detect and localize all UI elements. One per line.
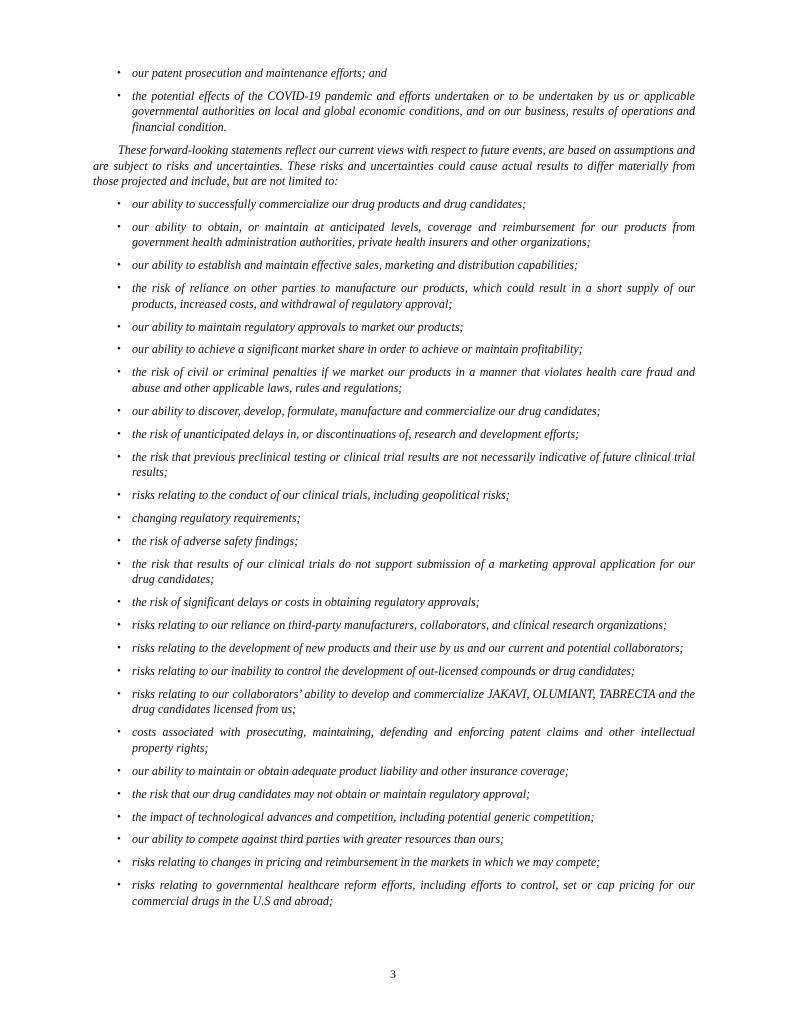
list-item [93,557,695,588]
list-item-text: our ability to compete against third parties with greater resources than ours; [132,832,505,847]
list-item [93,220,695,251]
list-item [93,810,695,826]
list-item [93,641,695,657]
bullet-icon: • [117,787,121,800]
list-item [93,832,695,848]
list-item-text: the risk of unanticipated delays in, or discontinuations of, research and development efforts; [132,426,580,441]
list-item [93,320,695,336]
bullet-icon: • [117,89,121,102]
bullet-icon: • [117,404,121,417]
list-item-text: the risk of reliance on other parties to manufacture our products, which could result in a short supply of our products, increased costs, and withdrawal of regulatory approval; [132,281,695,311]
intro-bullet-list [93,66,695,136]
list-item [93,281,695,312]
bullet-icon: • [117,220,121,233]
list-item-text: the risk of civil or criminal penalties if we market our products in a manner that violates health care fraud and abuse and other applicable laws, rules and regulations; [132,365,695,395]
list-item-text: the risk of adverse safety findings; [132,533,299,548]
bullet-icon: • [117,343,121,356]
bullet-icon: • [117,450,121,463]
bullet-icon: • [117,619,121,632]
bullet-icon: • [117,67,121,79]
bullet-icon: • [117,197,121,210]
list-item-text: the potential effects of the COVID-19 pandemic and efforts undertaken or to be undertaken by us or applicable governmental authorities on local and global economic conditions, and on our business, results of operations and financial condition. [132,88,695,135]
bullet-icon: • [117,641,121,654]
list-item-text: risks relating to the development of new products and their use by us and our current and potential collaborators; [132,640,684,655]
bullet-icon: • [117,726,121,739]
list-item [93,342,695,358]
list-item [93,450,695,481]
list-item-text: the risk that previous preclinical testing or clinical trial results are not necessarily indicative of future clinical trial results; [132,449,695,480]
list-item [93,725,695,756]
risk-bullet-list [93,197,695,910]
list-item [93,595,695,611]
list-item [93,404,695,420]
list-item-text: our ability to obtain, or maintain at anticipated levels, coverage and reimbursement for our products from government health administration authorities, private health insurers and other organizations; [132,219,695,250]
list-item-text: risks relating to governmental healthcare reform efforts, including efforts to control, set or cap pricing for our commercial drugs in the U.S and abroad; [132,878,695,908]
list-item [93,878,695,909]
forward-looking-paragraph: These forward-looking statements reflect our current views with respect to future events, are based on assumptions and are subject to risks and uncertainties. These risks and uncertainties could cause actual results to differ materially from those projected and include, but are not limited to: [93,142,695,189]
list-item-text: our ability to successfully commercialize our drug products and drug candidates; [132,196,527,211]
bullet-icon: • [117,856,121,869]
bullet-icon: • [117,489,121,502]
bullet-icon: • [117,534,121,547]
bullet-icon: • [117,366,121,379]
list-item [93,89,695,136]
list-item-text: costs associated with prosecuting, maintaining, defending and enforcing patent claims and other intellectual property rights; [132,725,695,755]
list-item [93,66,695,82]
list-item-text: the risk that our drug candidates may not obtain or maintain regulatory approval; [132,786,531,801]
bullet-icon: • [117,687,121,700]
bullet-icon: • [117,511,121,524]
list-item-text: risks relating to the conduct of our clinical trials, including geopolitical risks; [132,488,510,503]
list-item [93,534,695,550]
list-item-text: risks relating to changes in pricing and reimbursement in the markets in which we may compete; [132,855,601,870]
page-number: 3 [390,967,396,981]
list-item-text: our ability to discover, develop, formulate, manufacture and commercialize our drug candidates; [132,403,601,418]
list-item [93,618,695,634]
bullet-icon: • [117,810,121,823]
bullet-icon: • [117,557,121,570]
list-item-text: our ability to achieve a significant market share in order to achieve or maintain profitability; [132,342,583,357]
list-item [93,511,695,527]
list-item [93,764,695,780]
list-item [93,855,695,871]
list-item [93,687,695,718]
bullet-icon: • [117,596,121,609]
list-item-text: our ability to maintain or obtain adequate product liability and other insurance coverage; [132,763,569,778]
list-item-text: our ability to maintain regulatory approvals to market our products; [132,319,464,334]
bullet-icon: • [117,879,121,892]
list-item [93,787,695,803]
list-item-text: changing regulatory requirements; [132,510,301,525]
bullet-icon: • [117,664,121,677]
list-item-text: the impact of technological advances and competition, including potential generic competition; [132,809,595,824]
bullet-icon: • [117,427,121,440]
bullet-icon: • [117,764,121,777]
bullet-icon: • [117,833,121,846]
list-item [93,365,695,396]
bullet-icon: • [117,282,121,295]
list-item-text: risks relating to our collaborators’ ability to develop and commercialize JAKAVI, OLUMIANT, TABRECTA and the drug candidates licensed from us; [132,686,695,717]
list-item-text: risks relating to our reliance on third-party manufacturers, collaborators, and clinical research organizations; [132,618,667,633]
list-item-text: the risk of significant delays or costs in obtaining regulatory approvals; [132,595,480,610]
list-item [93,664,695,680]
list-item [93,488,695,504]
list-item-text: our patent prosecution and maintenance efforts; and [132,66,387,80]
list-item-text: the risk that results of our clinical trials do not support submission of a marketing approval application for our drug candidates; [132,556,695,587]
bullet-icon: • [117,259,121,272]
document-page [93,66,695,917]
list-item-text: our ability to establish and maintain effective sales, marketing and distribution capabilities; [132,258,579,273]
list-item [93,197,695,213]
list-item [93,258,695,274]
bullet-icon: • [117,320,121,333]
list-item-text: risks relating to our inability to control the development of out-licensed compounds or drug candidates; [132,663,635,678]
list-item [93,427,695,443]
